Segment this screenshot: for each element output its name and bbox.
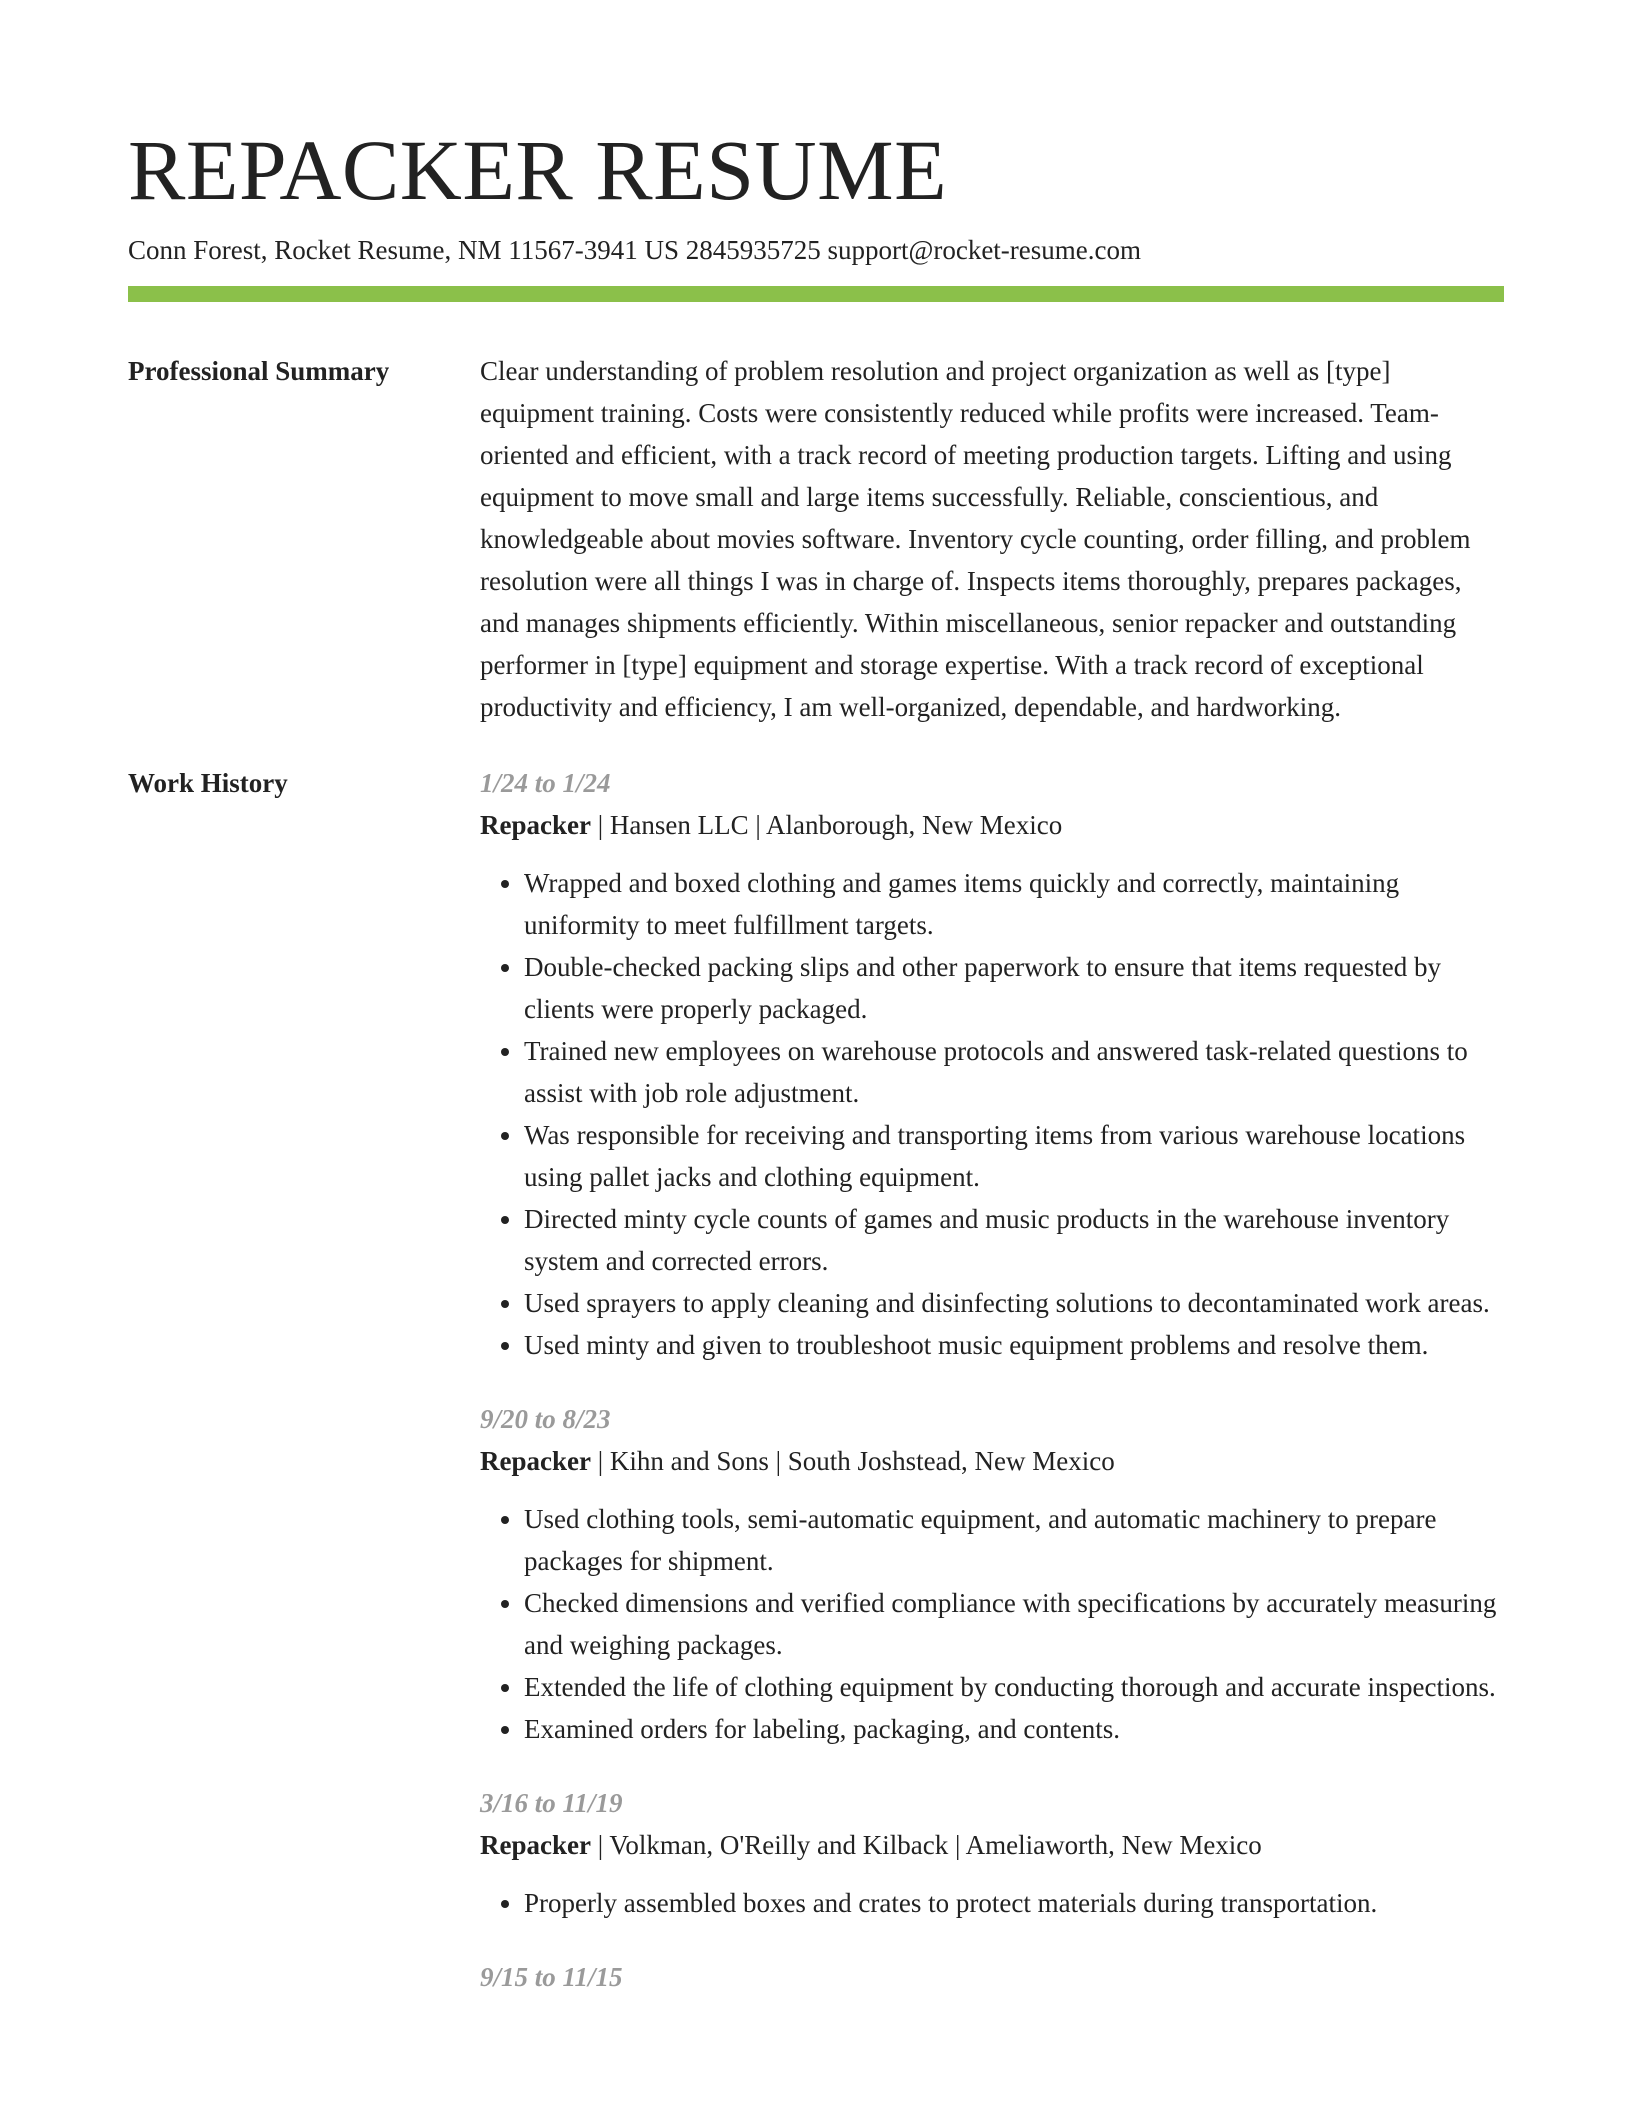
job-dates: 3/16 to 11/19	[480, 1788, 623, 1818]
job-title-line	[480, 804, 1504, 846]
job-duties-list	[480, 1498, 1504, 1750]
job-duty-item: • Used minty and given to troubleshoot music equipment problems and resolve them.	[524, 1324, 1504, 1366]
job-employer-location: | Hansen LLC | Alanborough, New Mexico	[590, 810, 1063, 840]
job-role: Repacker	[480, 810, 591, 840]
job-entry	[480, 1782, 1504, 1924]
job-dates: 1/24 to 1/24	[480, 768, 611, 798]
job-title-line	[480, 1824, 1504, 1866]
job-duty-item: • Was responsible for receiving and transporting items from various warehouse locations using pallet jacks and clothing equipment.	[524, 1114, 1504, 1198]
job-duty-item: • Directed minty cycle counts of games and music products in the warehouse inventory system and corrected errors.	[524, 1198, 1504, 1282]
job-duty-item: • Trained new employees on warehouse protocols and answered task-related questions to assist with job role adjustment.	[524, 1030, 1504, 1114]
job-entry	[480, 1956, 1504, 1998]
job-list	[480, 762, 1504, 2030]
summary-heading: Professional Summary	[128, 356, 390, 386]
job-duty-item: • Wrapped and boxed clothing and games items quickly and correctly, maintaining uniformity to meet fulfillment targets.	[524, 862, 1504, 946]
job-entry	[480, 762, 1504, 1366]
contact-line: Conn Forest, Rocket Resume, NM 11567-3941 US 2845935725 support@rocket-resume.com	[128, 235, 1142, 265]
job-duty-item: • Properly assembled boxes and crates to protect materials during transportation.	[524, 1882, 1504, 1924]
summary-text: Clear understanding of problem resolution and project organization as well as [type] equipment training. Costs were consistently reduced while profits were increased. Team-oriented and efficient, with a track record of meeting production targets. Lifting and using equipment to move small and large items successfully. Reliable, conscientious, and knowledgeable about movies software. Inventory cycle counting, order filling, and problem resolution were all things I was in charge of. Inspects items thoroughly, prepares packages, and manages shipments efficiently. Within miscellaneous, senior repacker and outstanding performer in [type] equipment and storage expertise. With a track record of exceptional productivity and efficiency, I am well-organized, dependable, and hardworking.	[480, 356, 1471, 722]
work-history-section	[128, 762, 1504, 2030]
job-duty-item: • Double-checked packing slips and other paperwork to ensure that items requested by clients were properly packaged.	[524, 946, 1504, 1030]
job-duty-item: • Extended the life of clothing equipment by conducting thorough and accurate inspections.	[524, 1666, 1504, 1708]
job-duty-item: • Used sprayers to apply cleaning and disinfecting solutions to decontaminated work areas.	[524, 1282, 1504, 1324]
job-role: Repacker	[480, 1830, 591, 1860]
job-duty-item: • Used clothing tools, semi-automatic equipment, and automatic machinery to prepare packages for shipment.	[524, 1498, 1504, 1582]
job-duty-item: • Checked dimensions and verified compliance with specifications by accurately measuring and weighing packages.	[524, 1582, 1504, 1666]
job-entry	[480, 1398, 1504, 1750]
resume-page	[128, 118, 1504, 2030]
job-dates: 9/20 to 8/23	[480, 1404, 611, 1434]
job-role: Repacker	[480, 1446, 591, 1476]
job-duty-item: • Examined orders for labeling, packaging, and contents.	[524, 1708, 1504, 1750]
work-history-heading: Work History	[128, 768, 288, 798]
header-divider	[128, 286, 1504, 302]
job-employer-location: | Kihn and Sons | South Joshstead, New Mexico	[590, 1446, 1115, 1476]
job-title-line	[480, 1440, 1504, 1482]
resume-title: REPACKER RESUME	[128, 122, 948, 218]
job-duties-list	[480, 862, 1504, 1366]
summary-section	[128, 350, 1504, 728]
job-dates: 9/15 to 11/15	[480, 1962, 623, 1992]
job-employer-location: | Volkman, O'Reilly and Kilback | Ameliaworth, New Mexico	[590, 1830, 1262, 1860]
job-duties-list	[480, 1882, 1504, 1924]
